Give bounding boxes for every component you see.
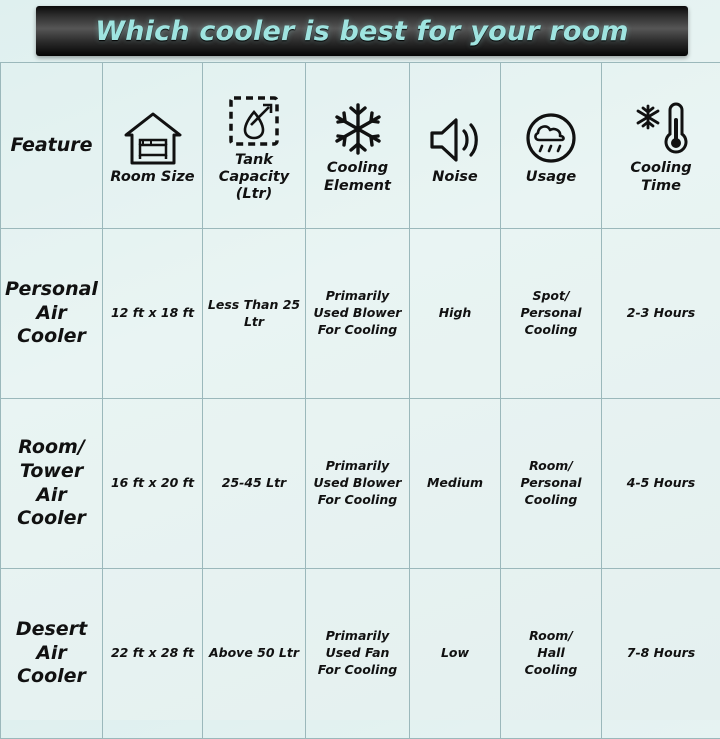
table-row: [1, 569, 720, 739]
header-cell-cooling-element: [306, 63, 410, 229]
cell-desert-noise: Low: [410, 569, 501, 739]
header-label-noise: Noise: [414, 169, 496, 186]
cell-desert-cooling-element: Primarily Used Fan For Cooling: [306, 569, 410, 739]
header-cell-tank-capacity: [203, 63, 306, 229]
row-label-personal-air-cooler: Personal Air Cooler: [1, 229, 103, 399]
header-label-tank-capacity: Tank Capacity (Ltr): [207, 152, 301, 203]
cell-desert-room-size: 22 ft x 28 ft: [103, 569, 203, 739]
header-cell-noise: [410, 63, 501, 229]
cell-personal-noise: High: [410, 229, 501, 399]
cell-tower-usage: Room/ Personal Cooling: [501, 399, 602, 569]
cell-personal-tank-capacity: Less Than 25 Ltr: [203, 229, 306, 399]
table-header-row: [1, 63, 720, 229]
cell-desert-tank-capacity: Above 50 Ltr: [203, 569, 306, 739]
cell-desert-cooling-time: 7-8 Hours: [602, 569, 720, 739]
cell-tower-cooling-time: 4-5 Hours: [602, 399, 720, 569]
header-label-usage: Usage: [505, 169, 597, 186]
cell-tower-room-size: 16 ft x 20 ft: [103, 399, 203, 569]
cell-personal-cooling-element: Primarily Used Blower For Cooling: [306, 229, 410, 399]
page-title: Which cooler is best for your room: [95, 16, 628, 47]
snowflake-icon: [310, 96, 405, 158]
cell-desert-usage: Room/ Hall Cooling: [501, 569, 602, 739]
header-cell-feature: [1, 63, 103, 229]
house-bed-icon: [107, 105, 198, 167]
thermometer-snowflake-icon: [606, 96, 716, 158]
header-label-feature: Feature: [5, 134, 98, 157]
header-cell-usage: [501, 63, 602, 229]
table-row: [1, 399, 720, 569]
cell-tower-tank-capacity: 25-45 Ltr: [203, 399, 306, 569]
row-label-desert-air-cooler: Desert Air Cooler: [1, 569, 103, 739]
cell-tower-cooling-element: Primarily Used Blower For Cooling: [306, 399, 410, 569]
title-banner: [36, 6, 688, 56]
cell-personal-cooling-time: 2-3 Hours: [602, 229, 720, 399]
cooler-comparison-table: [0, 62, 720, 739]
speaker-sound-icon: [414, 105, 496, 167]
table-row: [1, 229, 720, 399]
cloud-usage-icon: [505, 105, 597, 167]
header-label-cooling-time: Cooling Time: [606, 160, 716, 194]
row-label-room-tower-air-cooler: Room/ Tower Air Cooler: [1, 399, 103, 569]
cell-personal-usage: Spot/ Personal Cooling: [501, 229, 602, 399]
water-tank-icon: [207, 88, 301, 150]
cell-personal-room-size: 12 ft x 18 ft: [103, 229, 203, 399]
header-cell-room-size: [103, 63, 203, 229]
header-label-room-size: Room Size: [107, 169, 198, 186]
header-cell-cooling-time: [602, 63, 720, 229]
header-label-cooling-element: Cooling Element: [310, 160, 405, 194]
cell-tower-noise: Medium: [410, 399, 501, 569]
